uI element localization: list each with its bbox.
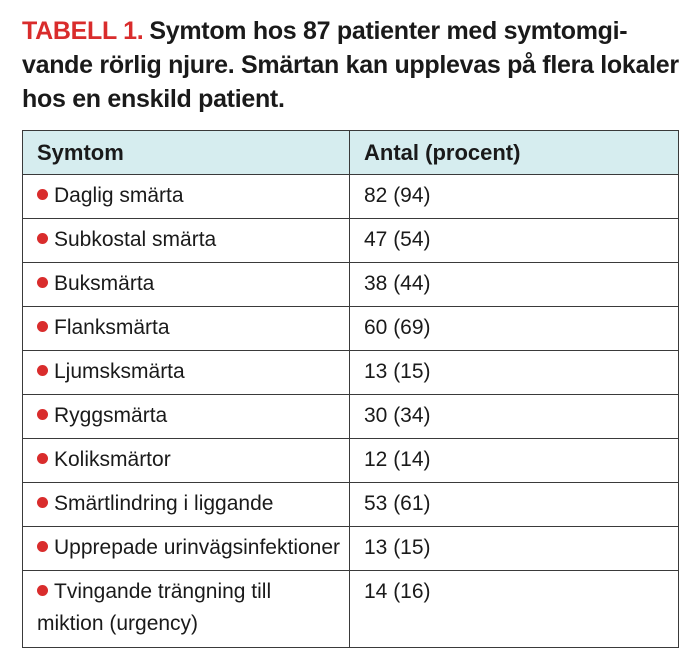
symptom-cell bbox=[23, 351, 350, 395]
red-bullet-icon bbox=[37, 233, 48, 244]
count-cell: 53 (61) bbox=[350, 483, 679, 527]
table-row bbox=[23, 527, 679, 571]
red-bullet-icon bbox=[37, 409, 48, 420]
count-cell: 13 (15) bbox=[350, 527, 679, 571]
table-row bbox=[23, 571, 679, 648]
symptom-cell bbox=[23, 527, 350, 571]
symptom-cell bbox=[23, 219, 350, 263]
red-bullet-icon bbox=[37, 277, 48, 288]
table-row bbox=[23, 395, 679, 439]
symptom-label: Buksmärta bbox=[54, 272, 155, 295]
table-row bbox=[23, 175, 679, 219]
symptom-label: Ryggsmärta bbox=[54, 404, 168, 427]
symptom-label: Smärtlindring i liggande bbox=[54, 492, 274, 515]
count-cell: 60 (69) bbox=[350, 307, 679, 351]
red-bullet-icon bbox=[37, 365, 48, 376]
count-cell: 14 (16) bbox=[350, 571, 679, 648]
red-bullet-icon bbox=[37, 453, 48, 464]
symptom-label: Koliksmärtor bbox=[54, 448, 171, 471]
count-cell: 13 (15) bbox=[350, 351, 679, 395]
symptom-label: Flanksmärta bbox=[54, 316, 170, 339]
red-bullet-icon bbox=[37, 321, 48, 332]
symptom-cell bbox=[23, 175, 350, 219]
table-row bbox=[23, 439, 679, 483]
symptom-cell bbox=[23, 395, 350, 439]
symptom-cell bbox=[23, 571, 350, 648]
column-header-count: Antal (procent) bbox=[350, 131, 679, 175]
symptom-label: Ljumsksmärta bbox=[54, 360, 185, 383]
red-bullet-icon bbox=[37, 189, 48, 200]
count-cell: 30 (34) bbox=[350, 395, 679, 439]
symptom-cell bbox=[23, 307, 350, 351]
count-cell: 82 (94) bbox=[350, 175, 679, 219]
table-row bbox=[23, 219, 679, 263]
symptom-cell bbox=[23, 483, 350, 527]
symptom-label: Subkostal smärta bbox=[54, 228, 217, 251]
caption-text: Symtom hos 87 patienter med symtomgivande rörlig njure. Smärtan kan upplevas på flera lokaler hos en enskild patient. bbox=[22, 17, 679, 113]
red-bullet-icon bbox=[37, 541, 48, 552]
table-row bbox=[23, 263, 679, 307]
count-cell: 38 (44) bbox=[350, 263, 679, 307]
red-bullet-icon bbox=[37, 497, 48, 508]
symptom-cell bbox=[23, 439, 350, 483]
table-row bbox=[23, 307, 679, 351]
column-header-symptom: Symtom bbox=[23, 131, 350, 175]
red-bullet-icon bbox=[37, 585, 48, 596]
symptom-cell bbox=[23, 263, 350, 307]
count-cell: 47 (54) bbox=[350, 219, 679, 263]
table-row bbox=[23, 351, 679, 395]
table-number-label: TABELL 1. bbox=[22, 17, 144, 45]
symptom-label: Upprepade urinvägsinfektioner bbox=[54, 536, 341, 559]
table-header-row bbox=[23, 131, 679, 175]
symptom-label: Daglig smärta bbox=[54, 184, 184, 207]
table-caption bbox=[22, 14, 682, 116]
symptom-table bbox=[22, 130, 679, 648]
symptom-label: Tvingande trängning till miktion (urgency) bbox=[37, 580, 272, 635]
table-row bbox=[23, 483, 679, 527]
count-cell: 12 (14) bbox=[350, 439, 679, 483]
